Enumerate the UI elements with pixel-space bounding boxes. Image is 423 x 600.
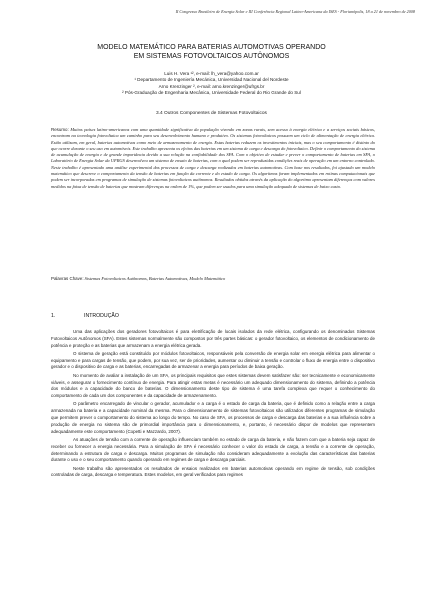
abstract-lead: Resumo: xyxy=(51,127,69,132)
paragraph: No momento de avaliar a instalação de um SFA, os principais requisitos que estes sistemas devem satisfazer são: ser tecnicamente e economicamente viáveis, e assegurar o fornecimento contínuo de energia. Para atingir estas metas é necessário um adequado dimensionamento do sistema, definindo a potência dos módulos e a capacidade do banco de baterias. O dimensionamento deste tipo de sistema é uma tarefa complexa que requer o conhecimento do comportamento de cada um dos componentes e da capacidade de armazenamento. xyxy=(51,372,375,399)
author-line: Arno Krenzinger ², e-mail: arno.krenzinger@ufrgs.br xyxy=(158,83,265,89)
paragraph: O sistema de geração está constituído por módulos fotovoltaicos, responsáveis pela conversão de energia solar em energia elétrica para alimentar o equipamento e para cargas de tensão, que podem, por sua vez, ser de prioridades, aumentar ou diminuir a tensão e controlar o fluxo de energia entre o dispositivo gerador e o dispositivo de carga e as baterias, encarregadas de armazenar a energia para períodos de baixa geração. xyxy=(51,350,375,370)
keywords-lead: Palavras Chave: xyxy=(51,276,84,281)
paper-title xyxy=(50,43,373,61)
abstract-text: Muitos países latino-americanos com uma quantidade significativa da população vivendo em zonas rurais, sem acesso à energia elétrica e a serviços sociais básicos, encontram na tecnologia fotovoltaica um caminho para seu desenvolvimento humano e produtivo. Os sistemas fotovoltaicos possuem um ciclo de alimentação de energia elétrica. Estão utilizam, em geral, baterias automotivas como meio de armazenamento de energia. Estas baterias reduzem os investimentos iniciais, mas o seu comportamento é distinto do que ocorre durante o seu uso em automóveis. Este trabalho apresenta os efeitos das baterias em um sistema de carga e descarga do fotovoltaico. Definir o comportamento do sistema de acumulação de energia e de grande importância devido a sua relação na confiabilidade dos SFA. Com o objetivo de estudar e prever o comportamento de baterias em SFA, o Laboratório de Energia Solar da UFRGS desenvolveu um sistema de ensaio de baterias, com o qual podem ser reproduzidas condições reais de operação em um entorno controlado. Neste trabalho é apresentado uma análise experimental dos processos de carga e descarga realizados em baterias automotivas. Com base nos resultados, foi ajustado um modelo matemático que descreve o comportamento da tensão de baterias em função da corrente e do estado de carga. Os algoritmos foram implementados em rotinas computacionais que podem ser incorporadas em programas de simulação de sistemas fotovoltaicos autônomos. Resultados obtidos através da aplicação do algoritmo apresentam diferenças com valores medidos na faixa de tensão de baterias que mostram diferenças na ordem de 1%, que podem ser usados para uma simulação adequada de sistemas de baixo custo. xyxy=(51,127,376,189)
section-number: 1. xyxy=(51,313,56,319)
paragraph: O parâmetro encarregado de vincular o gerador, acumulador e a carga é o estado de carga da bateria, que é definido como a relação entre a carga armazenada na bateria e a capacidade nominal da mesma. Para o dimensionamento de sistemas fotovoltaicos são utilizados diferentes programas de simulação que permitem prever o comportamento do sistema ao longo do tempo. No caso de SFA, os processos de carga e descarga das baterias e a sua influência sobre a produção de energia no sistema são de primordial importância para o dimensionamento, e, portanto, é necessário dispor de modelos que representem adequadamente este comportamento (Copetti e Mazzardo, 2007). xyxy=(51,401,375,434)
track-label: 3.4 Outros Componentes de Sistemas Fotovoltaicos xyxy=(156,111,267,116)
body-text xyxy=(51,329,375,481)
title-line: EM SISTEMAS FOTOVOLTAICOS AUTÔNOMOS xyxy=(133,53,290,60)
affiliation-line: ¹ Departamento de Ingeniería Mecánica, Universidad Nacional del Nordeste xyxy=(134,77,289,83)
paragraph: Uma das aplicações dos geradores fotovoltaicos é para eletrificação de locais isolados da rede elétrica, configurando os denominados Sistemas Fotovoltaicos Autônomos (SFA). Estes sistemas normalmente são compostos por três partes básicas: o gerador fotovoltaico, os elementos de condicionamento de potência e proteção e as baterias que armazenam a energia elétrica gerada. xyxy=(51,329,375,348)
author-line: Luis H. Vera ¹², e-mail: lh_vera@yahoo.com.ar xyxy=(164,71,259,76)
abstract xyxy=(51,127,375,190)
keywords xyxy=(51,276,375,281)
author-block xyxy=(60,71,363,96)
paragraph: Neste trabalho são apresentados os resultados de ensaios realizados em baterias automotivas operando em regime de tensão, sob condições controladas de carga, descarga e temperatura. Estes modelos, em geral verificados para regimes xyxy=(51,465,375,478)
running-header: II Congresso Brasileiro de Energia Solar e III Conferência Regional Latino-Americana da ISES - Florianópolis, 18 a 21 de novembro de 2008 xyxy=(175,9,415,14)
title-line: MODELO MATEMÁTICO PARA BATERIAS AUTOMOTIVAS OPERANDO xyxy=(97,44,326,51)
section-heading xyxy=(51,313,119,319)
section-title: INTRODUÇÃO xyxy=(84,313,119,319)
keywords-text: Sistemas Fotovoltaicos Autônomos, Baterias Automotivas, Modelo Matemático xyxy=(84,276,226,281)
affiliation-line: ² Pós-Graduação de Engenharia Mecânica, Universidade Federal do Rio Grande do Sul xyxy=(122,89,301,95)
paragraph: As atuações de tensão com a corrente de operação influenciam também no estado de carga da bateria, e não fazem com que a bateria seja capaz de receber ou fornecer a energia necessária. Para a simulação de SFA é necessário conhecer o valor do estado de carga, a tensão e a corrente de operação, determinando a estrutura de carga e descarga. Muitos programas de simulação não consideram adequadamente a evolução das características das baterias durante o uso e o seu comportamento quando operando em regimes de carga e descarga parciais. xyxy=(51,436,375,463)
